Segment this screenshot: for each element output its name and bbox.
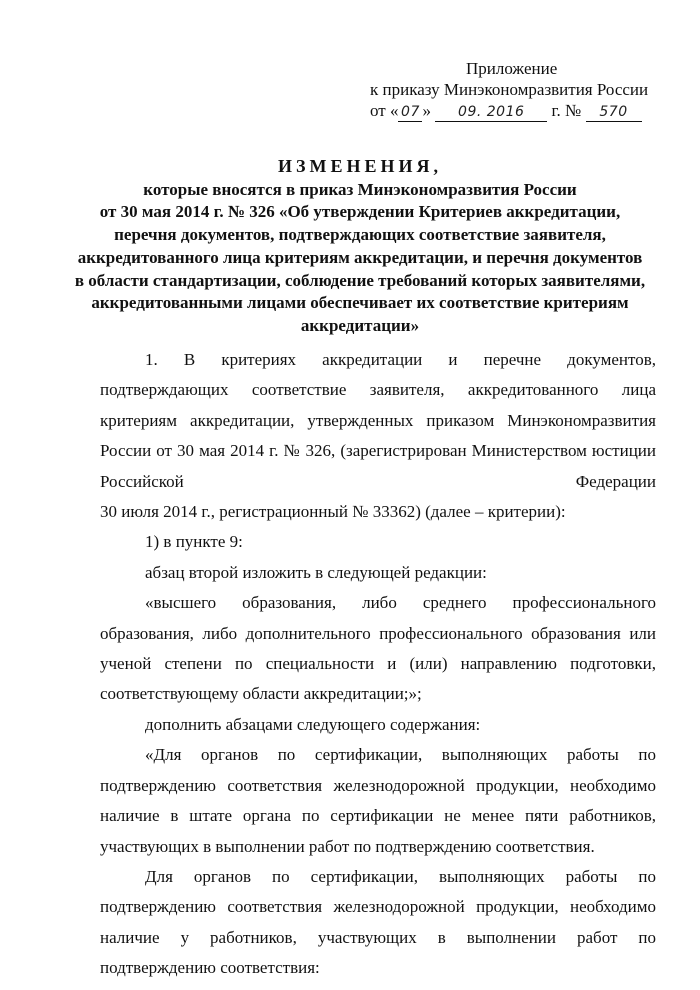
appendix-date-line xyxy=(370,100,648,122)
number-prefix: г. № xyxy=(551,101,582,120)
date-prefix: от « xyxy=(370,101,399,120)
appendix-header xyxy=(370,58,648,122)
paragraph-5: дополнить абзацами следующего содержания: xyxy=(145,714,481,734)
paragraph-1: 1. В критериях аккредитации и перечне документов, подтверждающих соответствие заявителя, аккредитованного лица критериям аккредитации, утвержденных приказом Минэкономразвития России от 30 мая 2014 г. № 326, (зарегистрирован Министерством юстиции Российской Федерации xyxy=(100,350,656,491)
handwritten-number: 570 xyxy=(586,104,642,122)
paragraph-6: «Для органов по сертификации, выполняющих работы по подтверждению соответствия железнодорожной продукции, необходимо наличие в штате органа по сертификации не менее пяти работников, участвующих в выполнении работ по подтверждению соответствия. xyxy=(100,745,656,856)
paragraph-3: абзац второй изложить в следующей редакции: xyxy=(145,562,487,582)
paragraph-2: 1) в пункте 9: xyxy=(145,532,243,552)
appendix-label: Приложение xyxy=(466,59,558,78)
title-line: перечня документов, подтверждающих соответствие заявителя, xyxy=(114,225,606,245)
document-body xyxy=(100,345,656,984)
title-line: аккредитованного лица критериям аккредитации, и перечня документов xyxy=(77,247,643,267)
paragraph-1-end: 30 июля 2014 г., регистрационный № 33362) (далее – критерии): xyxy=(100,502,566,522)
title-line: в области стандартизации, соблюдение требований которых заявителями, xyxy=(74,270,646,290)
appendix-order-ref: к приказу Минэкономразвития России xyxy=(370,80,649,99)
document-title xyxy=(60,155,660,338)
title-line: которые вносятся в приказ Минэкономразвития России xyxy=(143,179,577,199)
title-heading: ИЗМЕНЕНИЯ, xyxy=(277,156,442,176)
title-line: аккредитации» xyxy=(300,315,420,335)
handwritten-date: 09. 2016 xyxy=(435,104,547,122)
paragraph-4: «высшего образования, либо среднего профессионального образования, либо дополнительного профессионального образования или ученой степени по специальности и (или) направлению подготовки, соответствующему области аккредитации;»; xyxy=(100,593,656,704)
title-line: от 30 мая 2014 г. № 326 «Об утверждении Критериев аккредитации, xyxy=(99,202,621,222)
date-close: » xyxy=(422,101,431,120)
paragraph-7: Для органов по сертификации, выполняющих работы по подтверждению соответствия железнодорожной продукции, необходимо наличие у работников, участвующих в выполнении работ по подтверждению соответствия: xyxy=(100,866,656,978)
title-line: аккредитованными лицами обеспечивает их соответствие критериям xyxy=(91,293,629,313)
handwritten-day: 07 xyxy=(398,104,422,122)
